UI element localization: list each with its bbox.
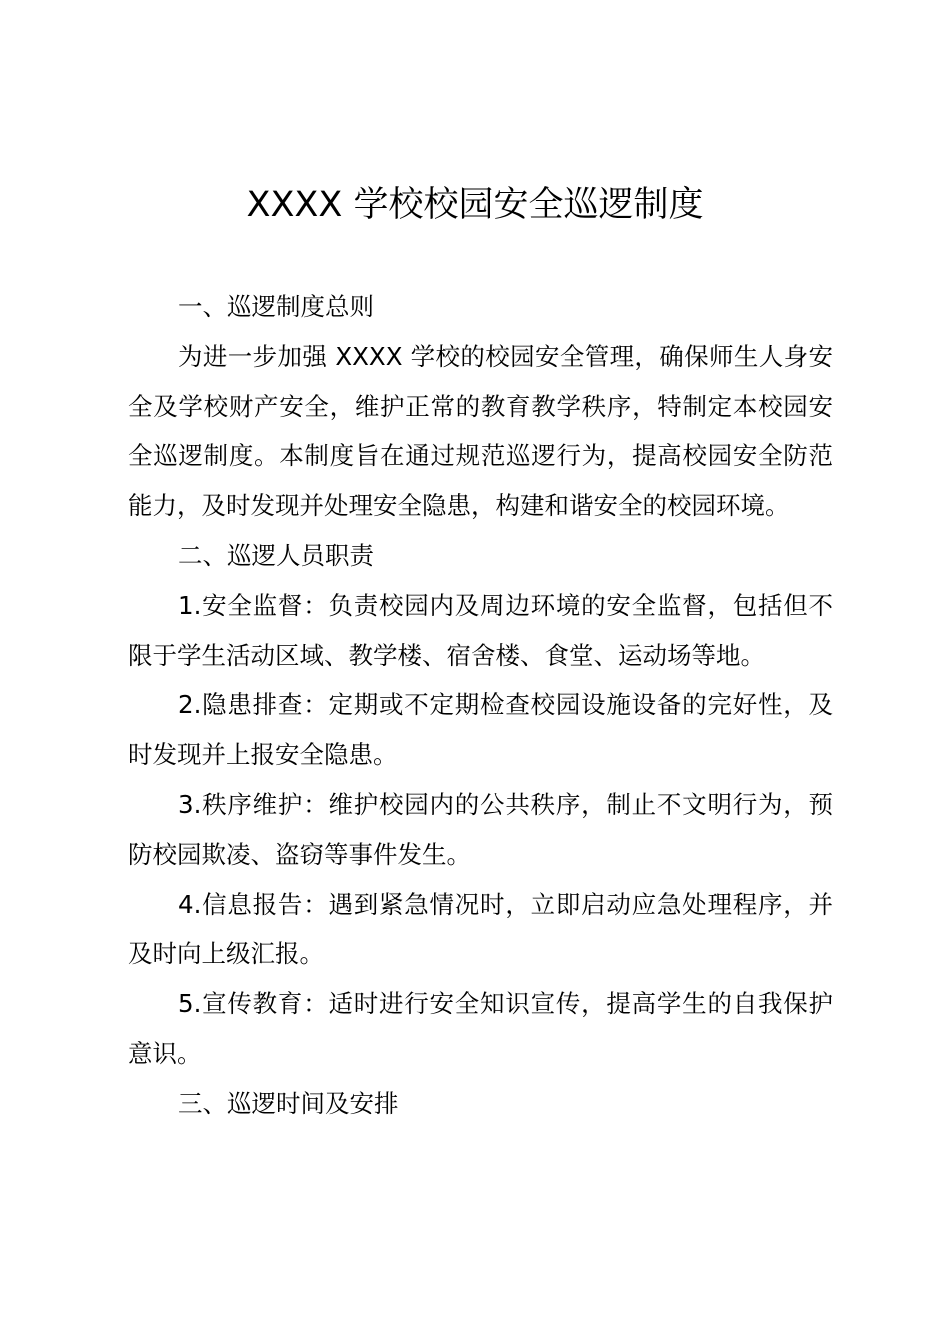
paragraph-duty-3: 3.秩序维护：维护校园内的公共秩序，制止不文明行为，预防校园欺凌、盗窃等事件发生。 xyxy=(128,789,833,869)
section-heading-schedule: 三、巡逻时间及安排 xyxy=(178,1088,399,1118)
document-body xyxy=(128,282,833,1129)
paragraph-duty-2: 2.隐患排查：定期或不定期检查校园设施设备的完好性，及时发现并上报安全隐患。 xyxy=(128,690,833,770)
section-heading-duties: 二、巡逻人员职责 xyxy=(178,540,374,570)
paragraph-purpose: 为进一步加强 XXXX 学校的校园安全管理，确保师生人身安全及学校财产安全，维护正常的教育教学秩序，特制定本校园安全巡逻制度。本制度旨在通过规范巡逻行为，提高校园安全防范能力，及时发现并处理安全隐患，构建和谐安全的校园环境。 xyxy=(128,341,833,521)
paragraph-duty-4: 4.信息报告：遇到紧急情况时，立即启动应急处理程序，并及时向上级汇报。 xyxy=(128,889,833,969)
document-title: XXXX 学校校园安全巡逻制度 xyxy=(246,185,704,225)
paragraph-duty-5: 5.宣传教育：适时进行安全知识宣传，提高学生的自我保护意识。 xyxy=(128,989,833,1068)
paragraph-duty-1: 1.安全监督：负责校园内及周边环境的安全监督，包括但不限于学生活动区域、教学楼、宿舍楼、食堂、运动场等地。 xyxy=(128,590,833,670)
section-heading-general: 一、巡逻制度总则 xyxy=(178,292,374,321)
